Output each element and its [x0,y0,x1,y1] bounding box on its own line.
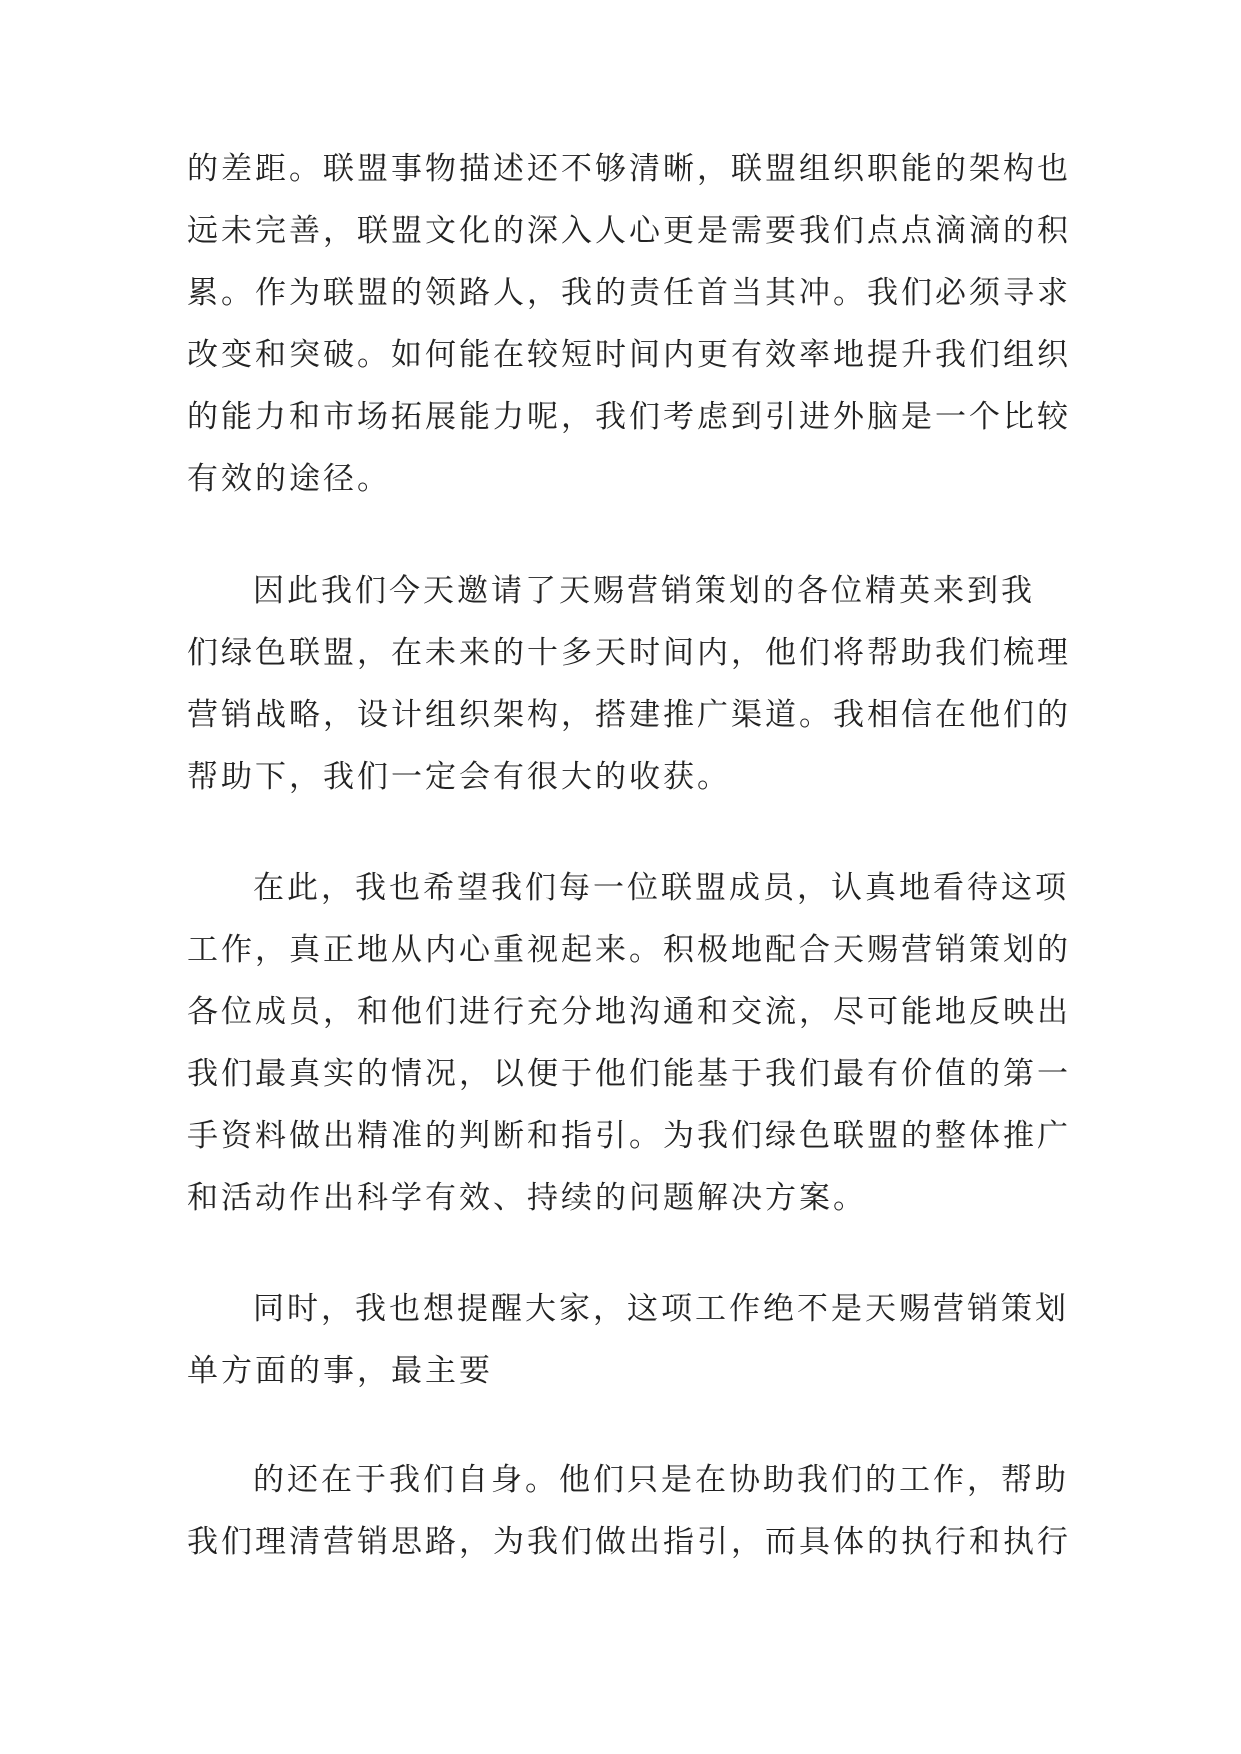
text-line: 手资料做出精准的判断和指引。为我们绿色联盟的整体推广 [187,1118,1071,1154]
text-line: 我们最真实的情况，以便于他们能基于我们最有价值的第一 [187,1056,1071,1092]
text-line: 因此我们今天邀请了天赐营销策划的各位精英来到我 [253,573,1035,609]
text-line: 营销战略，设计组织架构，搭建推广渠道。我相信在他们的 [187,697,1071,733]
paragraph-4 [187,1278,1069,1402]
text-line: 我们理清营销思路，为我们做出指引，而具体的执行和执行 [187,1524,1071,1560]
paragraph-3 [187,857,1071,1229]
paragraph-5 [187,1449,1071,1573]
text-line: 们绿色联盟，在未来的十多天时间内，他们将帮助我们梳理 [187,635,1071,671]
paragraph-2 [187,560,1071,808]
text-line: 改变和突破。如何能在较短时间内更有效率地提升我们组织 [187,337,1071,373]
text-line: 的能力和市场拓展能力呢，我们考虑到引进外脑是一个比较 [187,399,1071,435]
text-line: 在此，我也希望我们每一位联盟成员，认真地看待这项 [253,870,1069,906]
text-line: 各位成员，和他们进行充分地沟通和交流，尽可能地反映出 [187,994,1071,1030]
text-line: 的差距。联盟事物描述还不够清晰，联盟组织职能的架构也 [187,151,1071,187]
text-line: 的还在于我们自身。他们只是在协助我们的工作，帮助 [253,1462,1069,1498]
text-line: 和活动作出科学有效、持续的问题解决方案。 [187,1180,867,1216]
text-line: 工作，真正地从内心重视起来。积极地配合天赐营销策划的 [187,932,1071,968]
text-line: 累。作为联盟的领路人，我的责任首当其冲。我们必须寻求 [187,275,1071,311]
text-line: 同时，我也想提醒大家，这项工作绝不是天赐营销策划 [253,1291,1069,1327]
text-line: 帮助下，我们一定会有很大的收获。 [187,759,731,795]
text-line: 单方面的事，最主要 [187,1353,493,1389]
text-line: 远未完善，联盟文化的深入人心更是需要我们点点滴滴的积 [187,213,1071,249]
text-line: 有效的途径。 [187,461,391,497]
paragraph-1 [187,138,1071,510]
